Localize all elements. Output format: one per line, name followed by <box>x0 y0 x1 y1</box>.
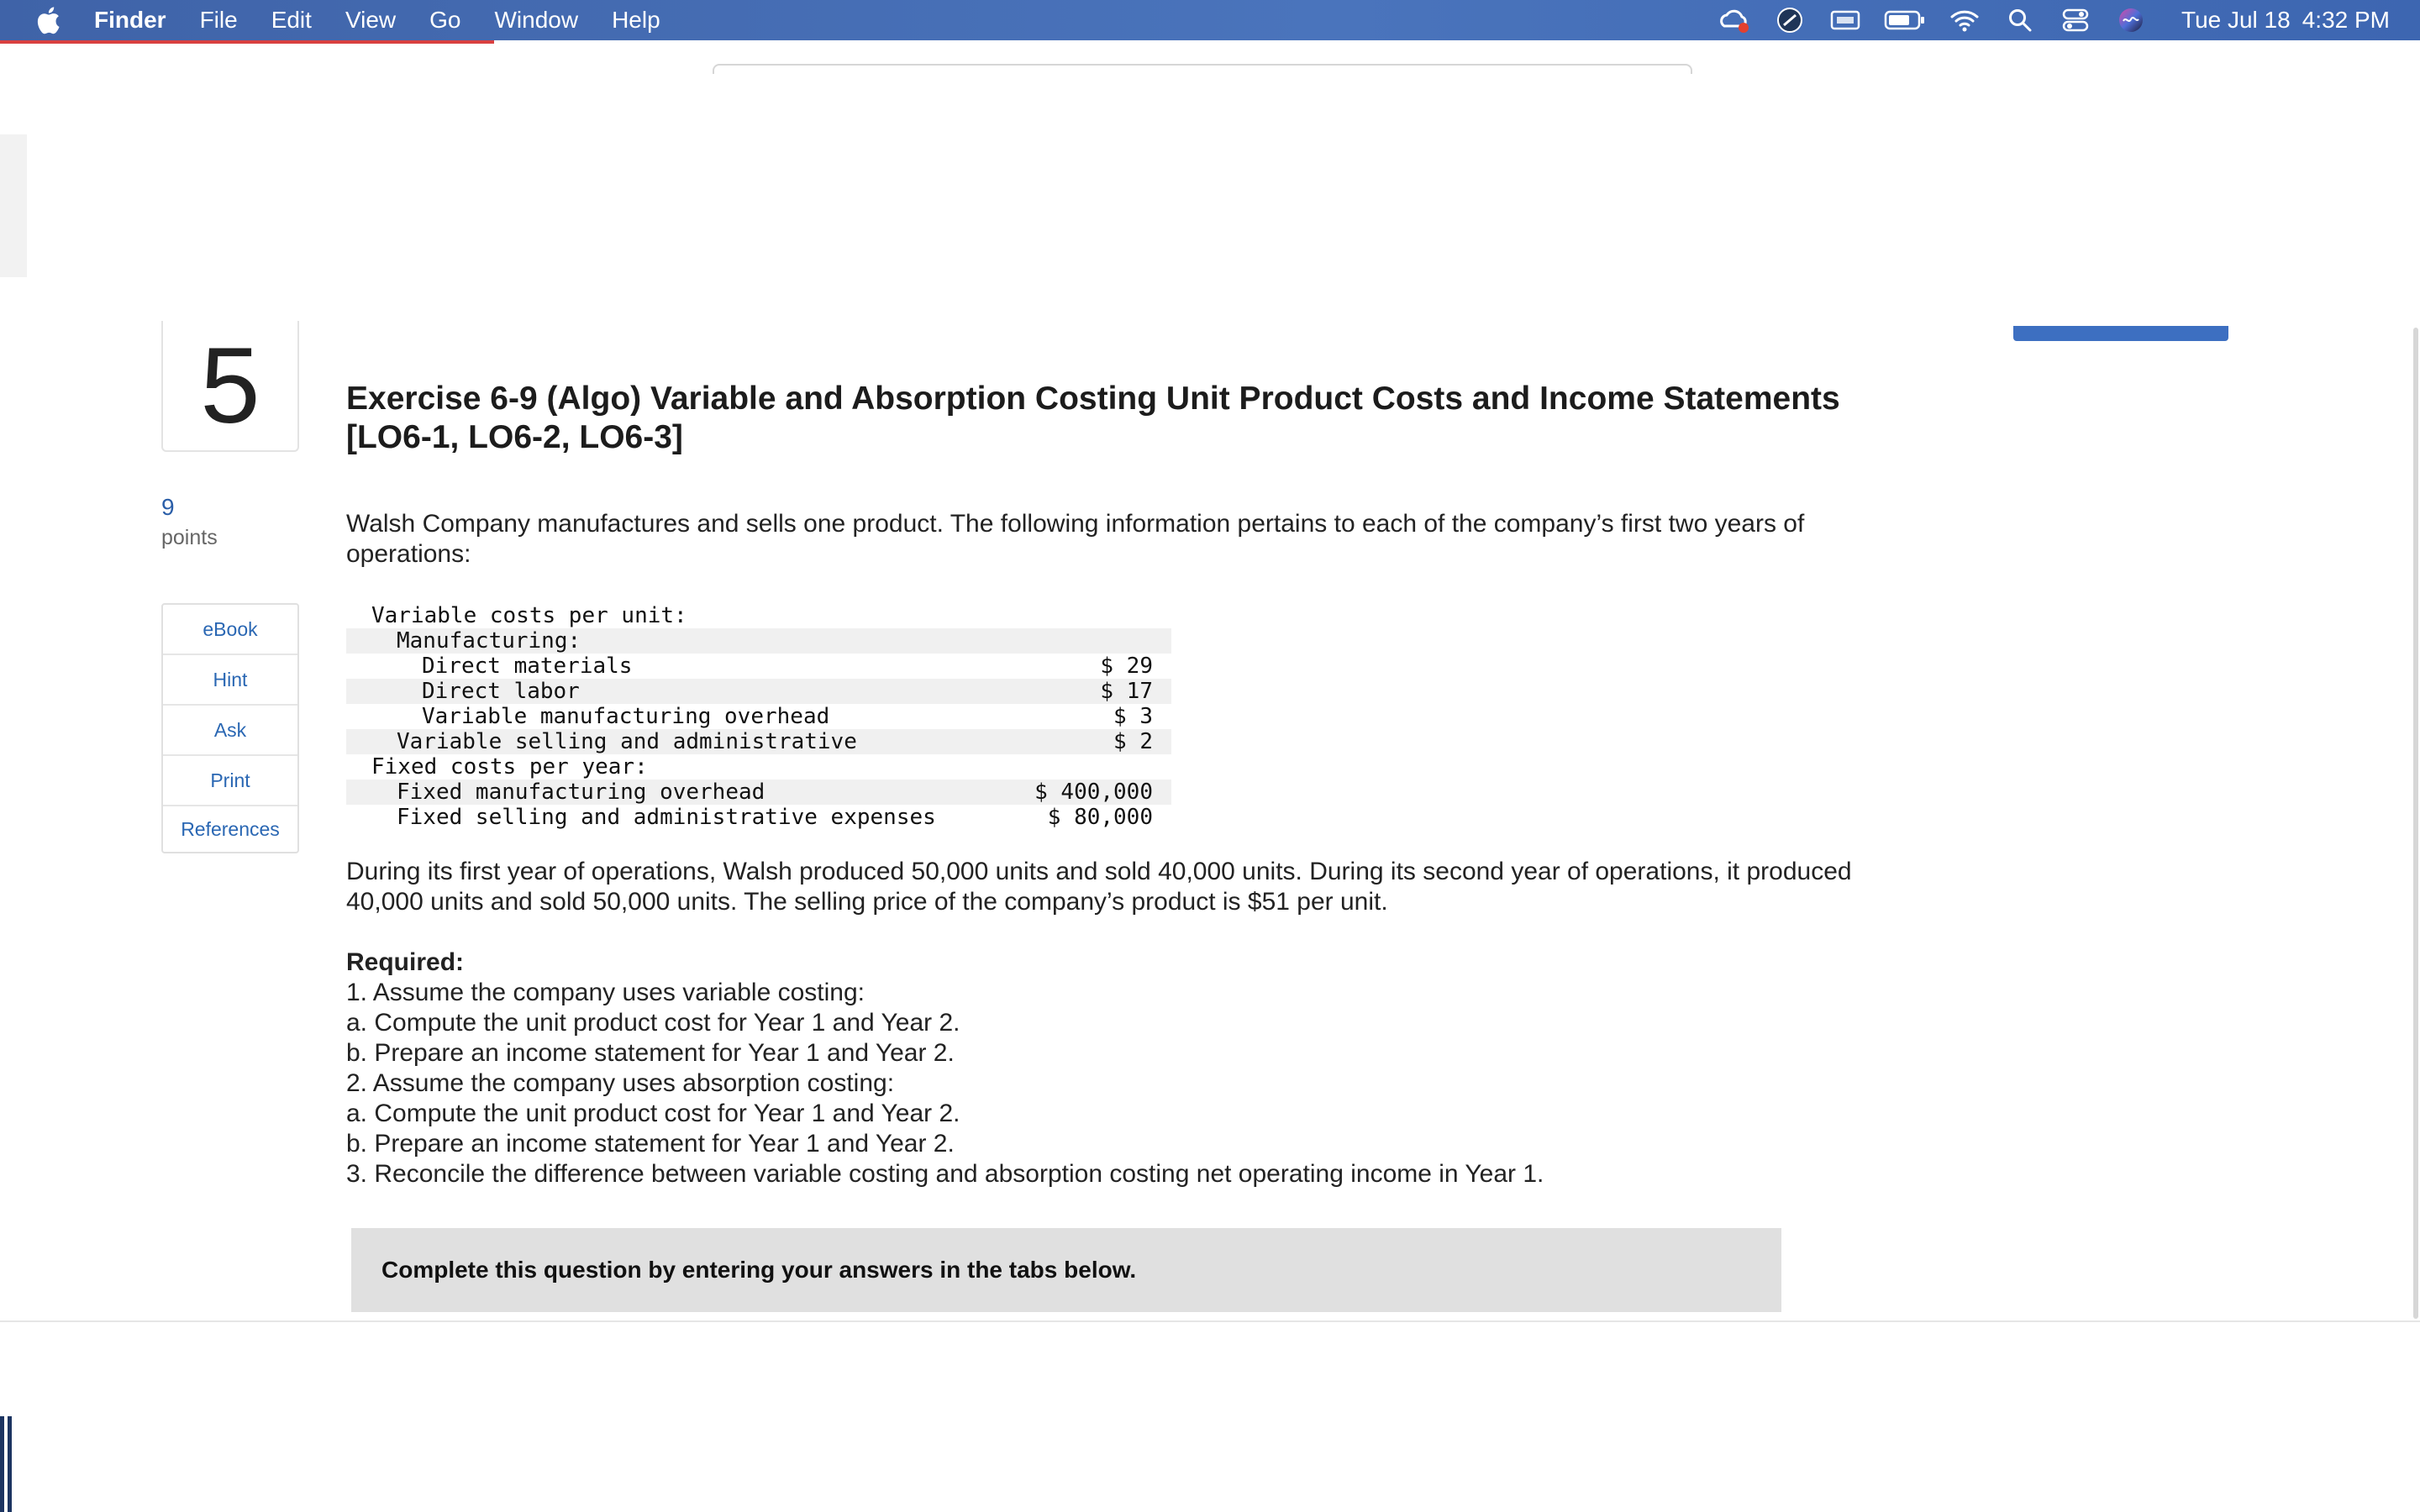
cost-label: Variable manufacturing overhead <box>422 704 830 729</box>
menu-bar <box>0 0 2420 40</box>
ebook-link[interactable]: eBook <box>163 605 297 655</box>
clock-date: Tue Jul 18 <box>2181 7 2291 33</box>
clock-time: 4:32 PM <box>2302 7 2390 33</box>
cost-value: $ 3 <box>1113 704 1153 729</box>
keyboard-input-icon[interactable] <box>1828 5 1862 35</box>
menu-app-finder[interactable]: Finder <box>94 7 166 33</box>
cost-row <box>346 754 1171 780</box>
assignment-header-button[interactable] <box>2013 326 2228 341</box>
instruction-banner: Complete this question by entering your answers in the tabs below. <box>351 1228 1781 1312</box>
exercise-title: Exercise 6-9 (Algo) Variable and Absorption Costing Unit Product Costs and Income Statements [LO6-1, LO6-2, LO6-3] <box>346 381 1840 455</box>
print-link[interactable]: Print <box>163 756 297 806</box>
cost-row <box>346 780 1171 805</box>
menu-file[interactable]: File <box>199 7 238 33</box>
cost-value: $ 17 <box>1100 679 1153 704</box>
menu-help[interactable]: Help <box>612 7 660 33</box>
points-label: points <box>161 526 218 549</box>
ask-link[interactable]: Ask <box>163 706 297 756</box>
cost-value: $ 80,000 <box>1047 805 1153 830</box>
wifi-icon[interactable] <box>1948 5 1981 35</box>
question-tools <box>161 603 299 853</box>
hint-link[interactable]: Hint <box>163 655 297 706</box>
required-section <box>346 948 1926 1189</box>
menu-window[interactable]: Window <box>494 7 579 33</box>
exercise-narrative: During its first year of operations, Walsh produced 50,000 units and sold 40,000 units. During its second year of operations, it produced 40,000 units and sold 50,000 units. The selling price of the company’s product is $51 per unit. <box>346 858 1852 916</box>
required-item: b. Prepare an income statement for Year 1 and Year 2. <box>346 1039 955 1067</box>
cost-value: $ 400,000 <box>1034 780 1153 805</box>
cost-row <box>346 729 1171 754</box>
dock-edge <box>0 1416 12 1512</box>
cost-table <box>346 603 1171 830</box>
vpn-icon[interactable] <box>1773 5 1807 35</box>
cost-label: Direct labor <box>422 679 580 704</box>
required-item: 1. Assume the company uses variable costing: <box>346 979 865 1006</box>
cost-label: Fixed costs per year: <box>371 754 648 780</box>
menu-go[interactable]: Go <box>429 7 461 33</box>
creative-cloud-icon[interactable] <box>1718 5 1751 35</box>
cost-row <box>346 628 1171 654</box>
cost-label: Manufacturing: <box>397 628 581 654</box>
cost-label: Direct materials <box>422 654 633 679</box>
battery-icon[interactable] <box>1884 5 1926 35</box>
apple-logo-icon[interactable] <box>35 6 60 34</box>
exercise-intro: Walsh Company manufactures and sells one product. The following information pertains to each of the company’s first two years of operations: <box>346 510 1805 568</box>
menu-bar-clock[interactable] <box>2181 7 2390 34</box>
references-link[interactable]: References <box>181 817 280 840</box>
required-item: b. Prepare an income statement for Year 1 and Year 2. <box>346 1130 955 1158</box>
siri-icon[interactable] <box>2114 5 2148 35</box>
cost-row <box>346 603 1171 628</box>
cost-row <box>346 704 1171 729</box>
control-center-icon[interactable] <box>2059 5 2092 35</box>
cost-label: Variable selling and administrative <box>397 729 857 754</box>
menu-view[interactable]: View <box>345 7 397 33</box>
cost-label: Fixed manufacturing overhead <box>397 780 765 805</box>
cost-row <box>346 679 1171 704</box>
points-value: 9 <box>161 494 175 520</box>
browser-address-bar[interactable] <box>713 64 1692 74</box>
page-scrollbar[interactable] <box>2413 328 2418 1319</box>
page-divider <box>0 1320 2420 1322</box>
required-item: a. Compute the unit product cost for Year 1 and Year 2. <box>346 1100 960 1127</box>
left-edge-panel <box>0 134 27 277</box>
cost-row <box>346 805 1171 830</box>
menu-edit[interactable]: Edit <box>271 7 312 33</box>
cost-value: $ 2 <box>1113 729 1153 754</box>
spotlight-search-icon[interactable] <box>2003 5 2037 35</box>
cost-label: Variable costs per unit: <box>371 603 687 628</box>
required-heading: Required: <box>346 948 465 976</box>
cost-row <box>346 654 1171 679</box>
cost-value: $ 29 <box>1100 654 1153 679</box>
question-number: 5 <box>161 321 299 452</box>
status-area <box>1696 0 2390 40</box>
required-item: a. Compute the unit product cost for Year 1 and Year 2. <box>346 1009 960 1037</box>
cost-label: Fixed selling and administrative expenses <box>397 805 936 830</box>
required-item: 3. Reconcile the difference between variable costing and absorption costing net operating income in Year 1. <box>346 1160 1544 1188</box>
menu-bar-accent-line <box>0 40 494 44</box>
required-item: 2. Assume the company uses absorption costing: <box>346 1069 895 1097</box>
